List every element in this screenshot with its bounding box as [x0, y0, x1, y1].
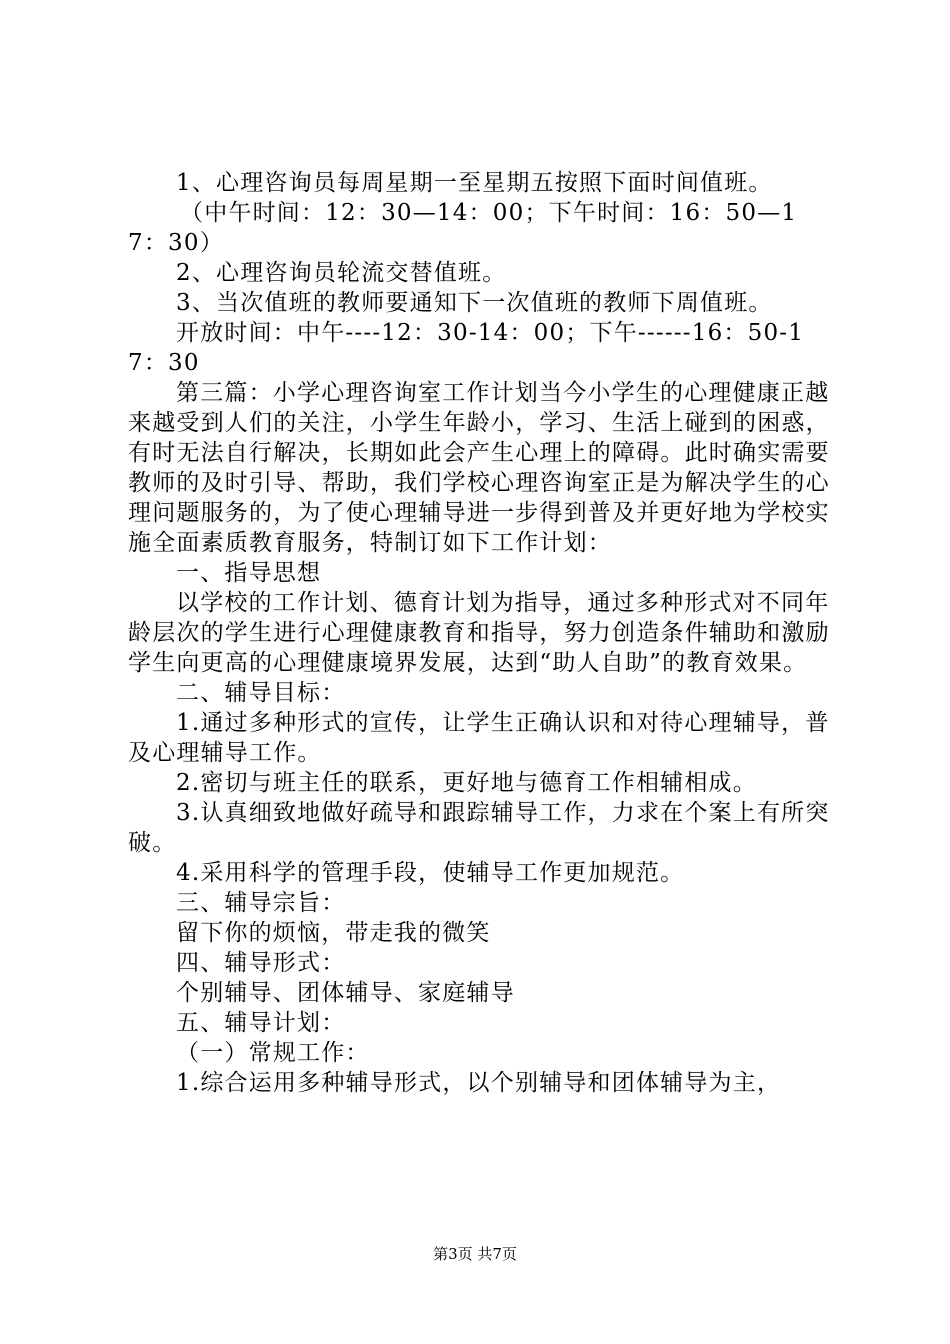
- paragraph-duty-schedule: 1、心理咨询员每周星期一至星期五按照下面时间值班。: [176, 170, 773, 196]
- paragraph-counseling-tenet: 留下你的烦恼，带走我的微笑: [176, 920, 491, 946]
- heading-counseling-forms: 四、辅导形式：: [176, 950, 346, 976]
- paragraph-guiding-thought: 以学校的工作计划、德育计划为指导，通过多种形式对不同年龄层次的学生进行心理健康教育和指导，努力创造条件辅助和激励学生向更高的心理健康境界发展，达到“助人自助”的教育效果。: [128, 590, 830, 676]
- subheading-routine-work: （一）常规工作：: [176, 1040, 370, 1066]
- page-footer: 第3页 共7页: [433, 1245, 517, 1263]
- list-item-goal-3: 3.认真细致地做好疏导和跟踪辅导工作，力求在个案上有所突破。: [128, 800, 830, 856]
- paragraph-opening-hours: 开放时间：中午----12：30-14：00；下午------16：50-17：30: [128, 320, 805, 376]
- heading-counseling-tenet: 三、辅导宗旨：: [176, 890, 346, 916]
- heading-guiding-thought: 一、指导思想: [176, 560, 322, 586]
- heading-counseling-goals: 二、辅导目标：: [176, 680, 346, 706]
- list-item-goal-1: 1.通过多种形式的宣传，让学生正确认识和对待心理辅导，普及心理辅导工作。: [128, 710, 830, 766]
- list-item-routine-1: 1.综合运用多种辅导形式，以个别辅导和团体辅导为主，: [176, 1070, 782, 1096]
- list-item-goal-2: 2.密切与班主任的联系，更好地与德育工作相辅相成。: [176, 770, 757, 796]
- heading-counseling-plan: 五、辅导计划：: [176, 1010, 346, 1036]
- paragraph-counseling-forms: 个别辅导、团体辅导、家庭辅导: [176, 980, 515, 1006]
- paragraph-handover: 3、当次值班的教师要通知下一次值班的教师下周值班。: [176, 290, 773, 316]
- paragraph-rotation: 2、心理咨询员轮流交替值班。: [176, 260, 507, 286]
- paragraph-chapter-three-intro: 第三篇：小学心理咨询室工作计划当今小学生的心理健康正越来越受到人们的关注，小学生年龄小，学习、生活上碰到的困惑，有时无法自行解决，长期如此会产生心理上的障碍。此时确实需要教师的及时引导、帮助，我们学校心理咨询室正是为解决学生的心理问题服务的，为了使心理辅导进一步得到普及并更好地为学校实施全面素质教育服务，特制订如下工作计划：: [128, 380, 830, 556]
- document-body: [128, 168, 836, 1098]
- paragraph-duty-hours: （中午时间：12：30—14：00；下午时间：16：50—17：30）: [128, 200, 798, 256]
- list-item-goal-4: 4.采用科学的管理手段，使辅导工作更加规范。: [176, 860, 685, 886]
